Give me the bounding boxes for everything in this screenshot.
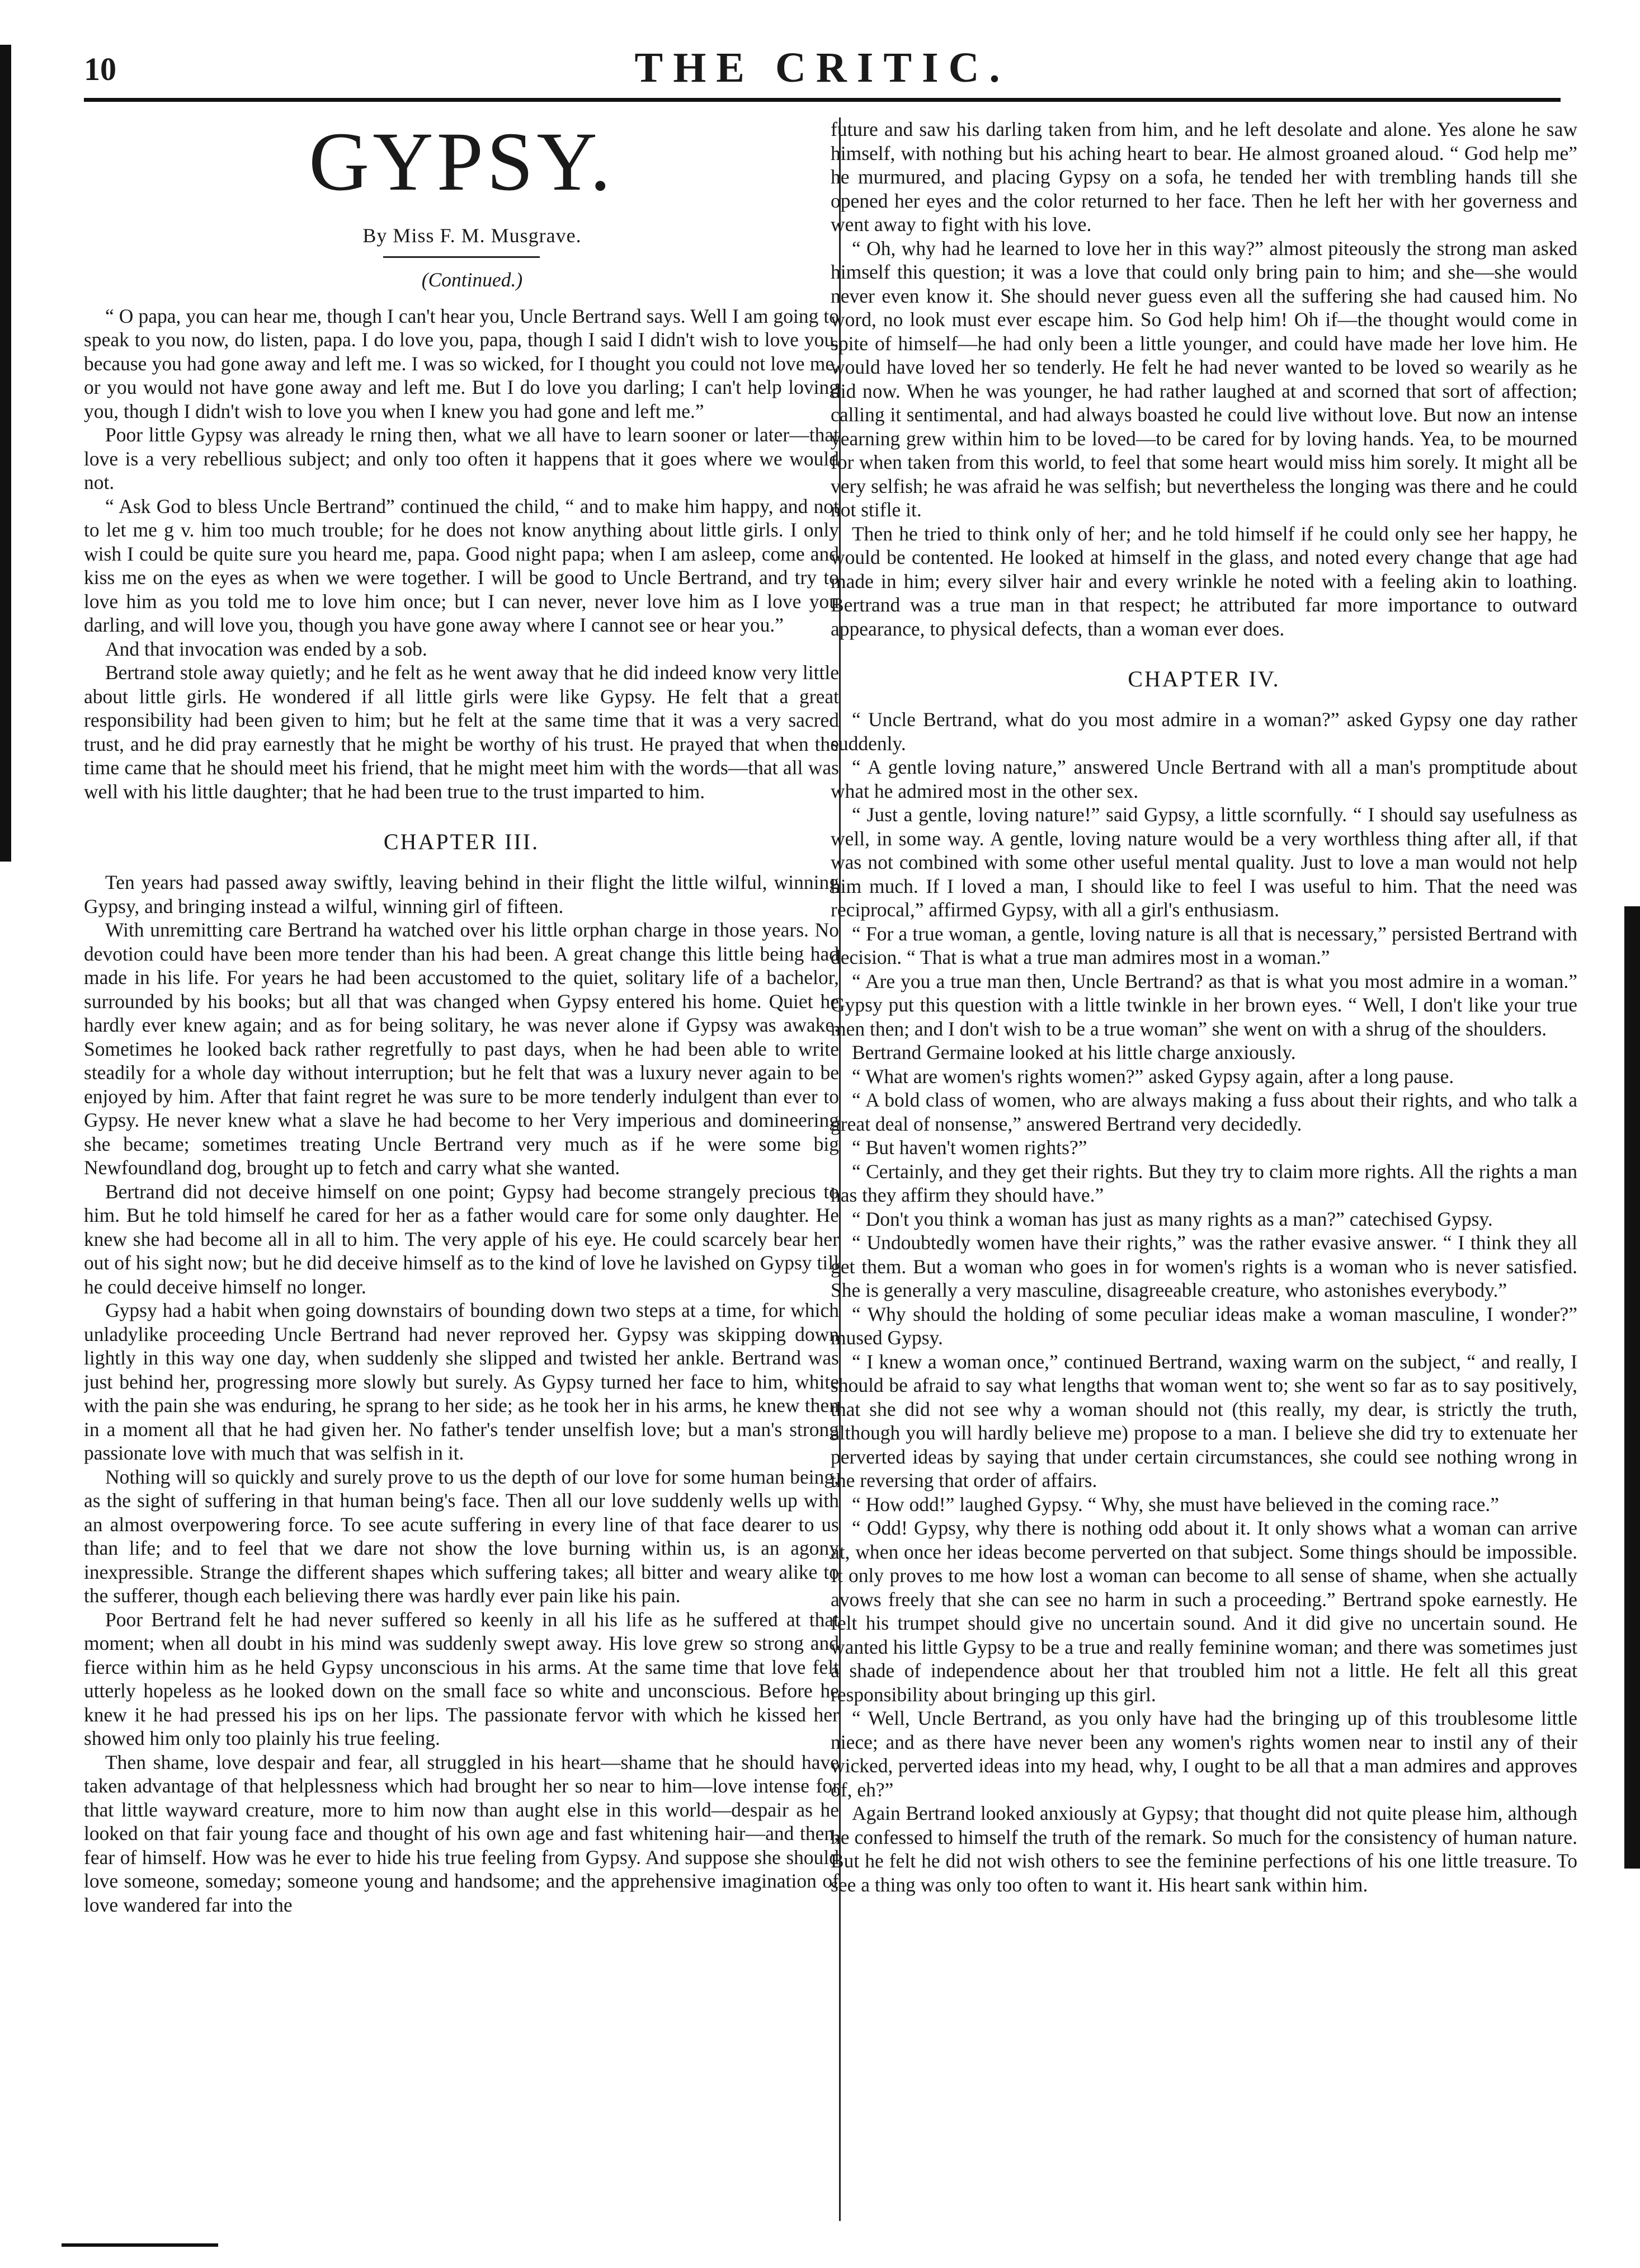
paragraph: Again Bertrand looked anxiously at Gypsy; that thought did not quite please him, although he confessed to himself the truth of the remark. So much for the consistency of human nature. But he felt he did not wish others to see the feminine perfections of his one little treasure. To see a thing was only too often to want it. His heart sank within him.: [831, 1802, 1577, 1896]
page-edge-shadow-right: [1624, 906, 1640, 1869]
chapter-heading-3: CHAPTER III.: [383, 829, 540, 854]
paragraph: “ What are women's rights women?” asked Gypsy again, after a long pause.: [852, 1065, 1454, 1088]
paragraph: Then he tried to think only of her; and he told himself if he could only see her happy, he would be contented. He looked at himself in the glass, and noted every change that age had made in him; every silver hair and every wrinkle he noted with a feeling akin to loathing. Bertrand was a true man in that respect; he attributed far more importance to outward appearance, to physical defects, than a woman ever does.: [831, 522, 1577, 640]
chapter-heading-4: CHAPTER IV.: [1128, 666, 1280, 691]
paragraph: “ A gentle loving nature,” answered Uncle Bertrand with all a man's promptitude about what he admired most in the other sex.: [831, 756, 1577, 802]
paragraph: “ A bold class of women, who are always making a fuss about their rights, and who talk a great deal of nonsense,” answered Bertrand very decidedly.: [831, 1089, 1577, 1135]
page-edge-shadow-left: [0, 45, 11, 862]
paragraph: Bertrand stole away quietly; and he felt as he went away that he did indeed know very little about little girls. He wondered if all little girls were like Gypsy. He felt that a great responsibility had been given to him; but he felt at the same time that it was a very sacred trust, and he did pray earnestly that he might be worthy of his trust. He prayed that when the time came that he should meet his friend, that he might meet him with the words—that all was well with his little daughter; that he had been true to the trust imparted to him.: [84, 661, 839, 803]
right-column: [831, 117, 1577, 2232]
story-title: GYPSY.: [309, 117, 614, 208]
paragraph: Poor Bertrand felt he had never suffered so keenly in all his life as he suffered at that moment; when all doubt in his mind was suddenly swept away. His love grew so strong and fierce within him as he held Gypsy unconscious in his arms. At the same time that love felt utterly hopeless as he looked down on the small face so white and unconscious. Before he knew it he had pressed his ips on her lips. The passionate fervor with which he kissed her showed him only too plainly his true feeling.: [84, 1608, 839, 1749]
paragraph: And that invocation was ended by a sob.: [105, 637, 427, 660]
paragraph: Then shame, love despair and fear, all struggled in his heart—shame that he should have taken advantage of that helplessness which had brought her so near to him—love intense for that little wayward creature, more to him now than aught else in this world—despair as he looked on that fair young face and thought of his own age and fast whitening hair—and then, fear of himself. How was he ever to hide his true feeling from Gypsy. And suppose she should love someone, someday; someone young and handsome; and the apprehensive imagination of love wandered far into the: [84, 1751, 839, 1916]
header-rule: [84, 98, 1561, 102]
paragraph: “ Odd! Gypsy, why there is nothing odd about it. It only shows what a woman can arrive at, when once her ideas become perverted on that subject. Some things should be impossible. It only proves to me how lost a woman can become to all sense of shame, when she actually avows freely that she can see no harm in such a proceeding.” Bertrand spoke earnestly. He felt his trumpet should give no uncertain sound. And it did give no uncertain sound. He wanted his little Gypsy to be a true and really feminine woman; and there was sometimes just a shade of independence about her that troubled him not a little. He felt all this great responsibility about bringing up this girl.: [831, 1517, 1577, 1706]
chapter-3-paragraphs: [84, 871, 839, 1917]
paragraph: Bertrand Germaine looked at his little charge anxiously.: [852, 1041, 1296, 1064]
paragraph: “ But haven't women rights?”: [852, 1136, 1087, 1159]
page-number: 10: [84, 51, 116, 87]
left-column: [84, 117, 839, 2232]
footer-rule: [62, 2243, 218, 2247]
left-paragraphs: [84, 304, 839, 804]
right-paragraphs: [831, 117, 1577, 641]
paragraph: future and saw his darling taken from him, and he left desolate and alone. Yes alone he saw himself, with nothing but his aching heart to bear. He almost groaned aloud. “ God help me” he murmured, and placing Gypsy on a sofa, he tended her with trembling hands till she opened her eyes and the color returned to her face. Then he left her with her governess and went away to fight with his love.: [831, 118, 1577, 236]
paragraph: Bertrand did not deceive himself on one point; Gypsy had become strangely precious to him. But he told himself he cared for her as a father would care for some only daughter. He knew she had become all in all to him. The very apple of his eye. He could scarcely bear her out of his sight now; but he did deceive himself as to the kind of love he lavished on Gypsy till he could deceive himself no longer.: [84, 1180, 839, 1298]
paragraph: Ten years had passed away swiftly, leaving behind in their flight the little wilful, winning Gypsy, and bringing instead a wilful, winning girl of fifteen.: [84, 871, 839, 917]
chapter-4-paragraphs: [831, 708, 1577, 1897]
byline: By Miss F. M. Musgrave.: [362, 224, 582, 247]
paragraph: “ O papa, you can hear me, though I can't hear you, Uncle Bertrand says. Well I am going to speak to you now, do listen, papa. I do love you, papa, though I said I didn't wish to love you, because you had gone away and left me. I was so wicked, for I thought you could not love me, or you would not have gone away and left me. But I do love you darling; I can't help loving you, though I didn't wish to love you when I knew you had gone and left me.”: [84, 304, 839, 422]
paragraph: “ Uncle Bertrand, what do you most admire in a woman?” asked Gypsy one day rather suddenly.: [831, 708, 1577, 755]
paragraph: “ Undoubtedly women have their rights,” was the rather evasive answer. “ I think they all get them. But a woman who goes in for women's rights is a woman who is never satisfied. She is generally a very masculine, disagreeable creature, who astonishes everybody.”: [831, 1231, 1577, 1301]
byline-rule: [383, 256, 540, 258]
paragraph: Nothing will so quickly and surely prove to us the depth of our love for some human being, as the sight of suffering in that human being's face. Then all our love suddenly wells up with an almost overpowering force. To see acute suffering in every line of that face dearer to us than life; and to feel that we dare not show the love burning within us, is an agony inexpressible. Strange the different shapes which suffering takes; all bitter and weary alike to the sufferer, though each believing there was hardly ever pain like his pain.: [84, 1465, 839, 1607]
paragraph: “ For a true woman, a gentle, loving nature is all that is necessary,” persisted Bertrand with decision. “ That is what a true man admires most in a woman.”: [831, 922, 1577, 968]
paragraph: “ How odd!” laughed Gypsy. “ Why, she must have believed in the coming race.”: [852, 1493, 1500, 1516]
paragraph: Poor little Gypsy was already le rning then, what we all have to learn sooner or later—that love is a very rebellious subject; and only too often it happens that it goes where we would not.: [84, 424, 839, 493]
paragraph: “ Don't you think a woman has just as many rights as a man?” catechised Gypsy.: [852, 1207, 1493, 1230]
paragraph: “ I knew a woman once,” continued Bertrand, waxing warm on the subject, “ and really, I should be afraid to say what lengths that woman went to; she went so far as to say positively, that she did not see why a woman should not (this really, my dear, is strictly the truth, although you will hardly believe me) propose to a man. I believe she did try to extenuate her perverted ideas by saying that under certain circumstances, she could see nothing wrong in the reversing that order of affairs.: [831, 1350, 1577, 1491]
continued-label: (Continued.): [421, 269, 523, 291]
journal-title: THE CRITIC.: [634, 44, 1010, 91]
paragraph: “ Well, Uncle Bertrand, as you only have had the bringing up of this troublesome little niece; and as there have never been any women's rights women near to instil any of their wicked, perverted ideas into my head, why, I ought to be all that a man admires and approves of, eh?”: [831, 1707, 1577, 1801]
paragraph: “ Oh, why had he learned to love her in this way?” almost piteously the strong man asked himself this question; it was a love that could only bring pain to him; and she—she would never even know it. She should never guess even all the suffering she had caused him. No word, no look must ever escape him. So God help him! Oh if—the thought would come in spite of himself—he had only been a little younger, and could have made her love him. He would have loved her so tenderly. He felt he had never wanted to be loved so wearily as he did now. When he was younger, he had rather laughed at and scorned that sort of affection; calling it sentimental, and had always boasted he could live without love. But now an intense yearning grew within him to be loved—to be cared for by loving hands. Yea, to be mourned for when taken from this world, to feel that some heart would miss him sorely. It might all be very selfish; he was afraid he was selfish; but nevertheless the longing was there and he could not stifle it.: [831, 237, 1577, 521]
paragraph: “ Certainly, and they get their rights. But they try to claim more rights. All the rights a man has they affirm they should have.”: [831, 1160, 1577, 1206]
paragraph: Gypsy had a habit when going downstairs of bounding down two steps at a time, for which unladylike proceeding Uncle Bertrand had never reproved her. Gypsy was skipping down lightly in this way one day, when suddenly she slipped and twisted her ankle. Bertrand was just behind her, progressing more slowly but surely. As Gypsy turned her face to him, white with the pain she was enduring, he sprang to her side; as he took her in his arms, he knew then in a moment all that he had given her. No father's tender unselfish love; but a man's strong passionate love with much that was selfish in it.: [84, 1299, 839, 1464]
paragraph: “ Why should the holding of some peculiar ideas make a woman masculine, I wonder?” mused Gypsy.: [831, 1302, 1577, 1349]
paragraph: “ Ask God to bless Uncle Bertrand” continued the child, “ and to make him happy, and not to let me g v. him too much trouble; for he does not know anything about little girls. I only wish I could be quite sure you heard me, papa. Good night papa; when I am asleep, come and kiss me on the eyes as when we were together. I will be good to Uncle Bertrand, and try to love him as you told me to love him once; but I can never, never love him as I love you darling, and will love you, though you have gone away where I cannot see or hear you.”: [84, 495, 839, 636]
paragraph: “ Are you a true man then, Uncle Bertrand? as that is what you most admire in a woman.” Gypsy put this question with a little twinkle in her brown eyes. “ Well, I don't like your true men then; and I don't wish to be a true woman” she went on with a shrug of the shoulders.: [831, 970, 1577, 1040]
paragraph: “ Just a gentle, loving nature!” said Gypsy, a little scornfully. “ I should say usefulness as well, in some way. A gentle, loving nature would be a very worthless thing after all, if that was not combined with some other useful mental quality. Just to love a man would not help him much. If I loved a man, I should like to feel I was useful to him. That the need was reciprocal,” affirmed Gypsy, with all a girl's enthusiasm.: [831, 803, 1577, 921]
paragraph: With unremitting care Bertrand ha watched over his little orphan charge in those years. No devotion could have been more tender than his had been. A great change this little being had made in his life. For years he had been accustomed to the quiet, solitary life of a bachelor, surrounded by his books; but all that was changed when Gypsy entered his home. Quiet he hardly ever knew again; and as for being solitary, he was never alone if Gypsy was awake. Sometimes he looked back rather regretfully to past days, when he had been able to write steadily for a whole day without interruption; but he felt that was a luxury never again to be enjoyed by him. After that faint regret he was sure to be more tenderly indulgent than ever to Gypsy. He never knew what a slave he had become to her Very imperious and domineering she became; sometimes treating Uncle Bertrand very much as if he were some big Newfoundland dog, brought up to fetch and carry what she wanted.: [84, 919, 839, 1179]
